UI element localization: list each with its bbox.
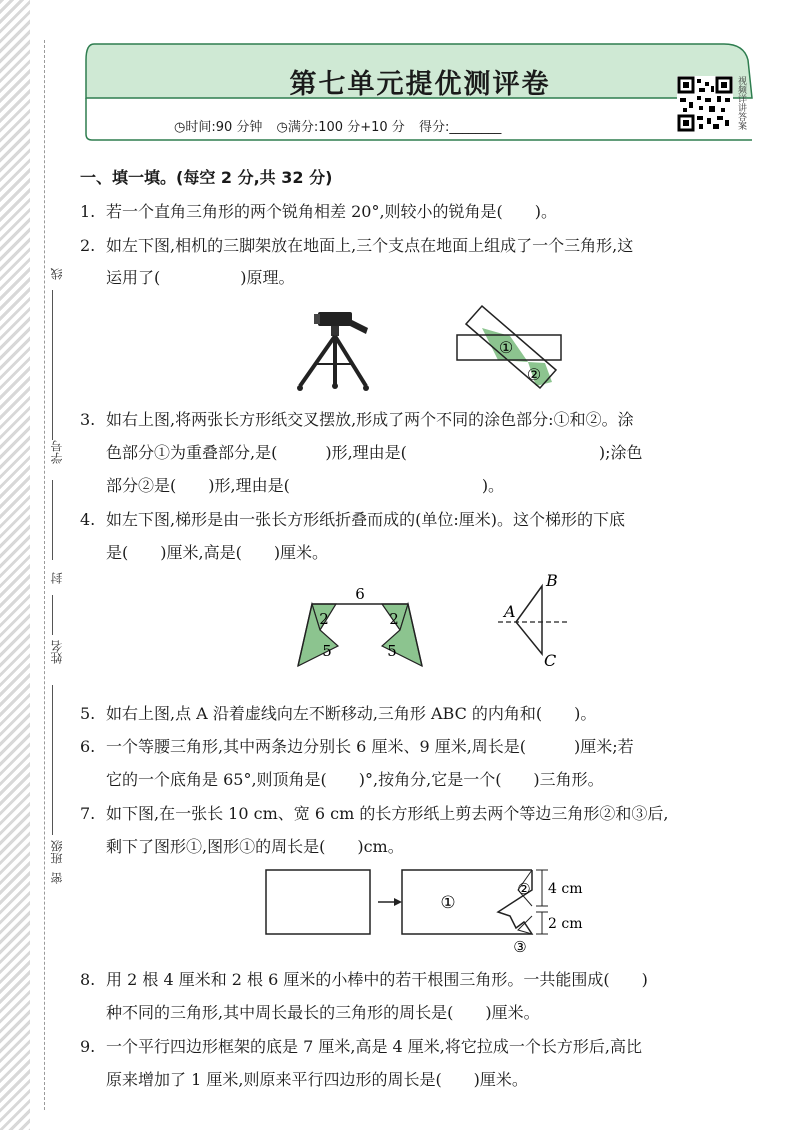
class-rule (52, 685, 53, 835)
question-7 (80, 804, 780, 824)
question-number: 1. (80, 202, 96, 221)
score-field: 得分:________ (418, 120, 502, 135)
dim-2cm-label: 2 cm (548, 916, 583, 932)
shape-1-label: ① (440, 893, 456, 913)
shape-3-label: ③ (513, 938, 527, 956)
page-title: 第七单元提优测评卷 (289, 69, 551, 100)
question-3-line-3: 部分②是( )形,理由是( )。 (106, 476, 505, 495)
leg-label-left: 5 (322, 642, 332, 660)
question-text: 如右上图,点 A 沿着虚线向左不断移动,三角形 ABC 的内角和( )。 (106, 704, 597, 723)
dim-4cm-label: 4 cm (548, 881, 583, 897)
question-1 (80, 202, 780, 222)
question-3-line-2: 色部分①为重叠部分,是( )形,理由是( );涂色 (106, 443, 643, 462)
binding-secret-label: 密 (50, 872, 64, 884)
question-text: 一个等腰三角形,其中两条边分别长 6 厘米、9 厘米,周长是( )厘米;若 (106, 737, 634, 756)
overlap-rectangles-figure (452, 300, 570, 400)
full-score-info: ◷满分:100 分+10 分 (276, 120, 405, 135)
name-rule (52, 595, 53, 635)
question-4-line-2: 是( )厘米,高是( )厘米。 (106, 543, 329, 562)
tripod-figure (286, 306, 386, 394)
question-text: 如左下图,梯形是由一张长方形纸折叠而成的(单位:厘米)。这个梯形的下底 (106, 510, 625, 529)
question-3 (80, 410, 780, 430)
vertex-c-label: C (544, 651, 557, 670)
question-text: 如右上图,将两张长方形纸交叉摆放,形成了两个不同的涂色部分:①和②。涂 (106, 410, 634, 429)
vertex-a-label: A (504, 602, 516, 621)
binding-seal-label: 封 (50, 572, 64, 584)
question-7-line-2: 剩下了图形①,图形①的周长是( )cm。 (106, 837, 404, 856)
fold-label-left: 2 (319, 610, 329, 628)
triangle-abc-figure (494, 570, 574, 670)
trapezoid-top-label: 6 (355, 586, 365, 603)
question-4 (80, 510, 780, 530)
question-2 (80, 236, 780, 256)
question-number: 2. (80, 236, 96, 255)
time-info: ◷时间:90 分钟 (174, 120, 263, 135)
shape-2-label: ② (517, 880, 531, 898)
qr-caption: 视频详讲答案 (736, 76, 746, 130)
exam-meta (174, 116, 511, 135)
qr-code-icon[interactable] (677, 76, 733, 132)
question-text: 一个平行四边形框架的底是 7 厘米,高是 4 厘米,将它拉成一个长方形后,高比 (106, 1037, 642, 1056)
trapezoid-figure (290, 586, 436, 672)
question-6 (80, 737, 780, 757)
question-number: 7. (80, 804, 96, 823)
overlap-label-1: ① (498, 338, 514, 357)
student-no-label: 学号 (50, 440, 64, 464)
section-heading: 一、填一填。(每空 2 分,共 32 分) (80, 168, 333, 187)
question-text: 若一个直角三角形的两个锐角相差 20°,则较小的锐角是( )。 (106, 202, 558, 221)
question-text: 用 2 根 4 厘米和 2 根 6 厘米的小棒中的若干根围三角形。一共能围成( ) (106, 970, 648, 989)
name-label: 姓名 (50, 640, 64, 664)
question-9 (80, 1037, 780, 1057)
question-6-line-2: 它的一个底角是 65°,则顶角是( )°,按角分,它是一个( )三角形。 (106, 770, 604, 789)
seal-rule (52, 480, 53, 560)
question-number: 6. (80, 737, 96, 756)
class-label: 班级 (50, 840, 64, 864)
header-panel (84, 42, 756, 142)
binding-line-label: 线 (50, 268, 64, 280)
question-number: 8. (80, 970, 96, 989)
question-number: 4. (80, 510, 96, 529)
binding-strip (0, 0, 30, 1130)
question-9-line-2: 原来增加了 1 厘米,则原来平行四边形的周长是( )厘米。 (106, 1070, 528, 1089)
cut-rectangle-figure (262, 864, 602, 960)
fold-label-right: 2 (389, 610, 399, 628)
question-number: 9. (80, 1037, 96, 1056)
student-no-rule (52, 290, 53, 440)
question-number: 3. (80, 410, 96, 429)
question-2-line-2: 运用了( )原理。 (106, 268, 295, 287)
question-5 (80, 704, 780, 724)
question-text: 如下图,在一张长 10 cm、宽 6 cm 的长方形纸上剪去两个等边三角形②和③后, (106, 804, 669, 823)
question-8-line-2: 种不同的三角形,其中周长最长的三角形的周长是( )厘米。 (106, 1003, 540, 1022)
question-text: 如左下图,相机的三脚架放在地面上,三个支点在地面上组成了一个三角形,这 (106, 236, 634, 255)
question-8 (80, 970, 780, 990)
leg-label-right: 5 (387, 642, 397, 660)
question-number: 5. (80, 704, 96, 723)
binding-cut-line (44, 40, 45, 1110)
vertex-b-label: B (546, 571, 558, 590)
overlap-label-2: ② (526, 365, 542, 384)
